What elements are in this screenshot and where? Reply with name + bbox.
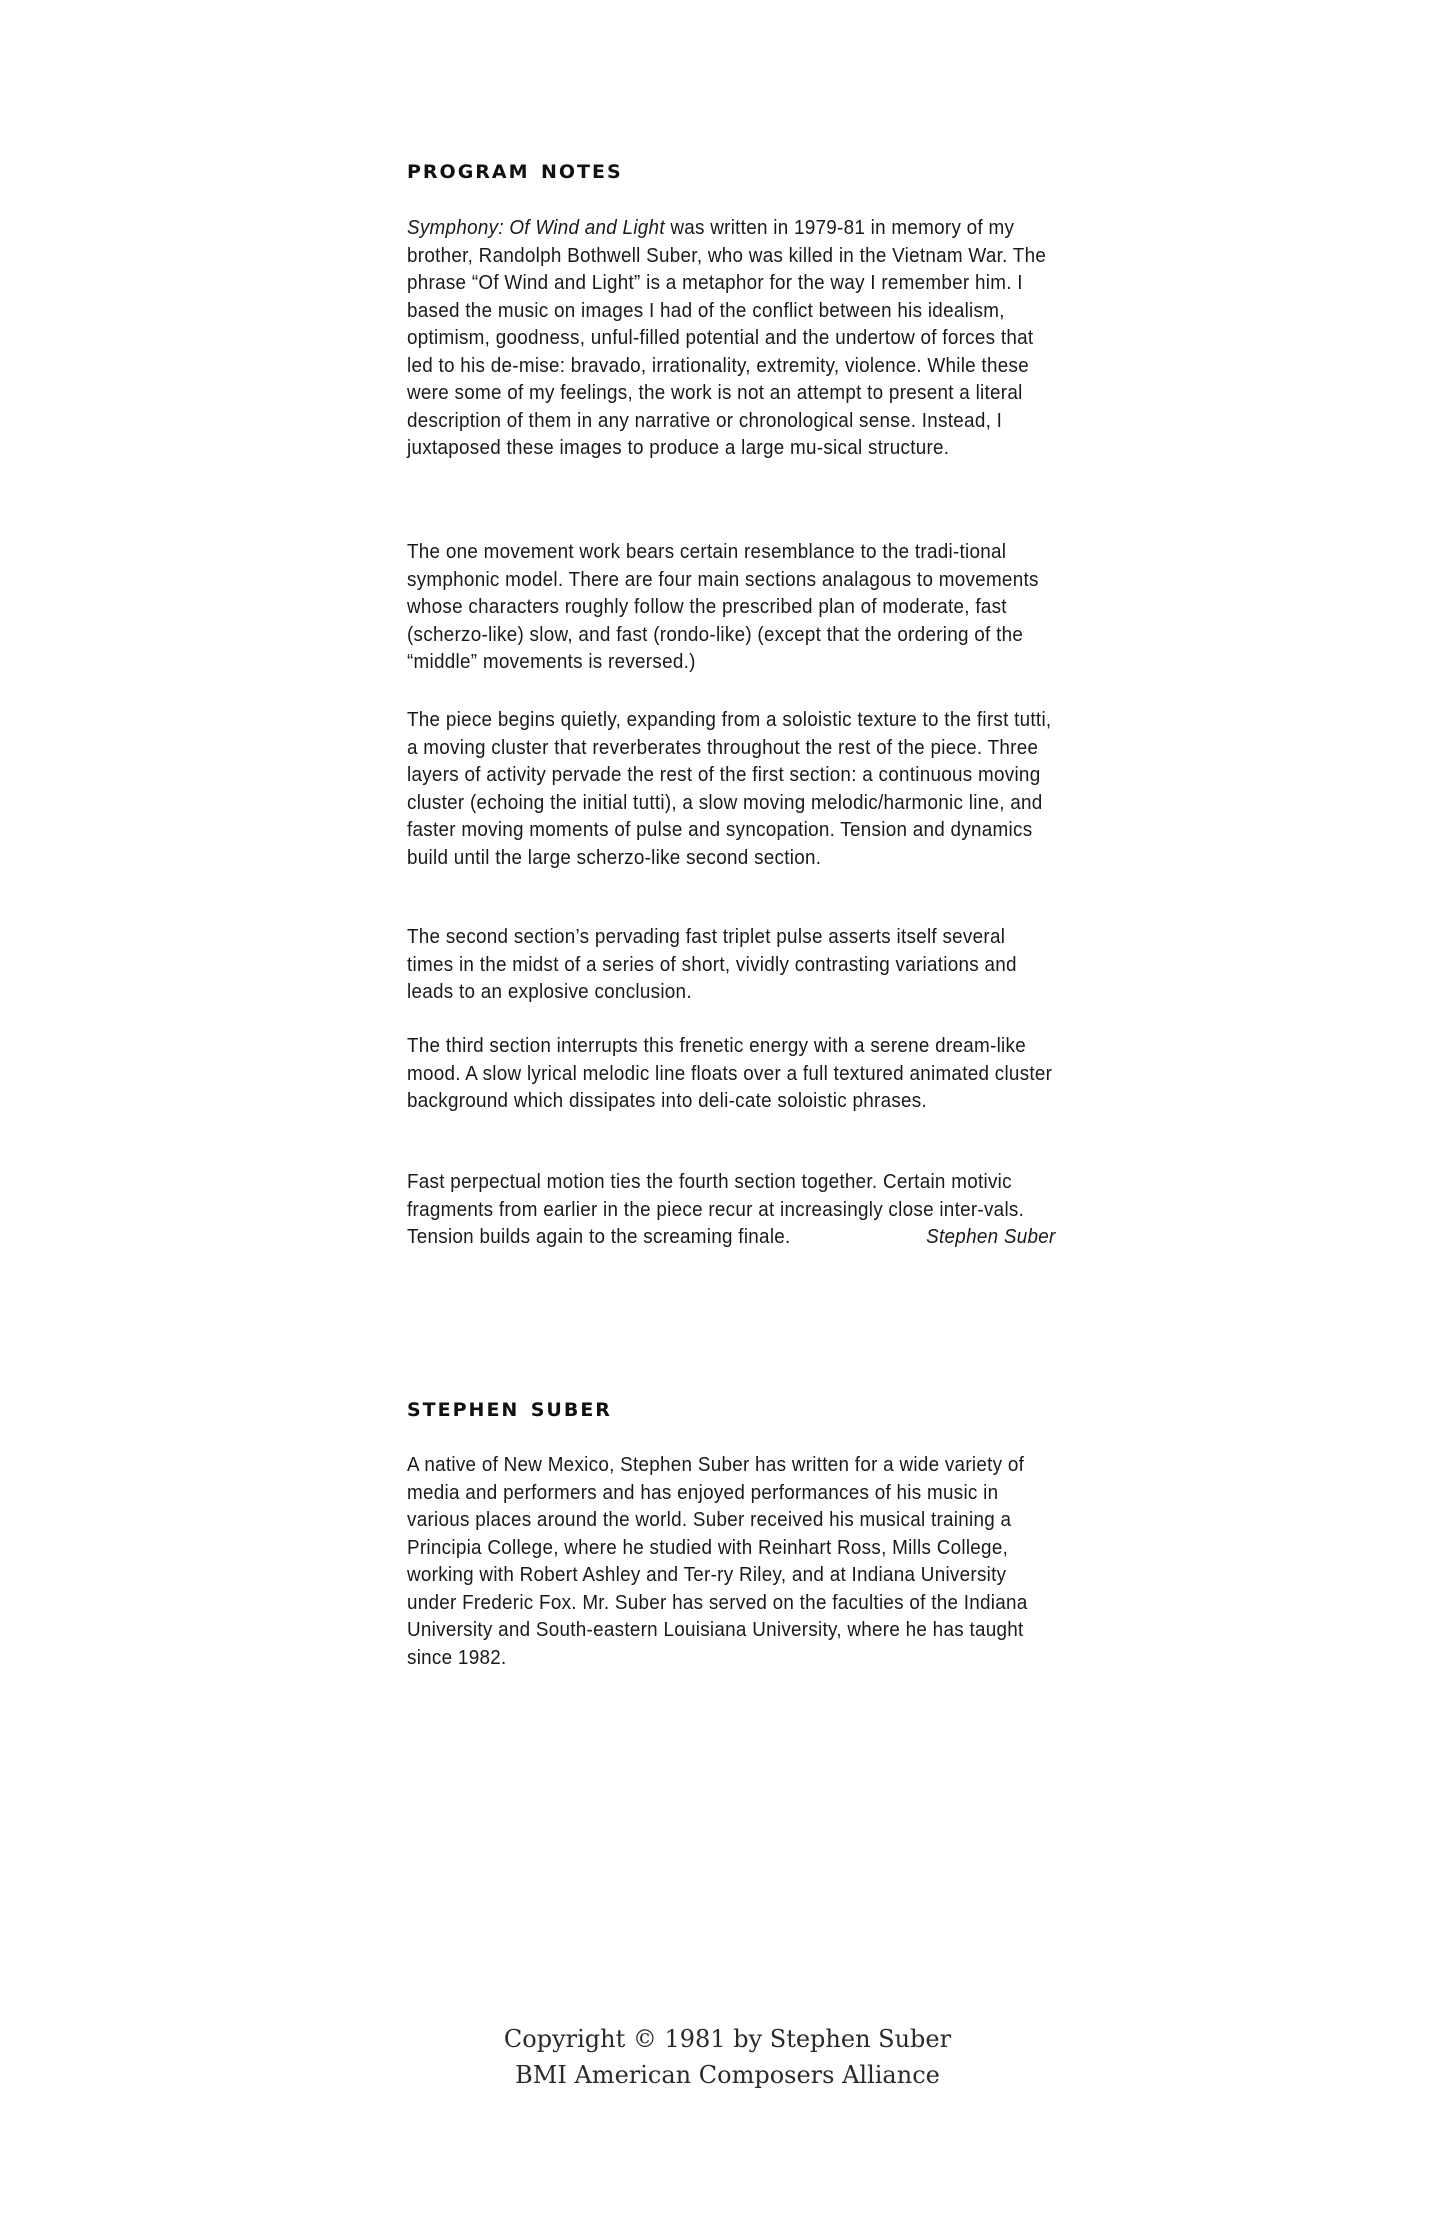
notes-paragraph-1-text: was written in 1979-81 in memory of my brother, Randolph Bothwell Suber, who was killed in the Vietnam War. The phrase “Of Wind and Light” is a metaphor for the way I remember him. I based the music on images I had of the conflict between his idealism, optimism, goodness, unful-filled potential and the undertow of forces that led to his de-mise: bravado, irrationality, extremity, violence. While these were some of my feelings, the work is not an attempt to present a literal description of them in any narrative or chronological sense. Instead, I juxtaposed these images to produce a large mu-sical structure. <box>407 216 1047 459</box>
copyright-line: Copyright © 1981 by Stephen Suber <box>503 2025 952 2053</box>
author-signature: Stephen Suber <box>926 1225 1056 1248</box>
program-notes-heading: program notes <box>407 154 623 185</box>
notes-paragraph-5: The third section interrupts this frenetic energy with a serene dream-like mood. A slow lyrical melodic line floats over a full textured animated cluster background which dissipates into deli-cate soloistic phrases. <box>407 1034 1053 1112</box>
notes-paragraph-4: The second section’s pervading fast triplet pulse asserts itself several times in the midst of a series of short, vividly contrasting variations and leads to an explosive conclusion. <box>407 925 1017 1003</box>
notes-paragraph-6 <box>407 1168 1056 1251</box>
notes-paragraph-6-text: Fast perpectual motion ties the fourth section together. Certain motivic fragments from earlier in the piece recur at increasingly close inter-vals. Tension builds again to the screaming finale. <box>407 1170 1025 1248</box>
copyright-footer <box>0 2021 1445 2093</box>
symphony-title: Symphony: Of Wind and Light <box>407 216 665 239</box>
notes-paragraph-1 <box>407 214 1056 462</box>
notes-paragraph-2: The one movement work bears certain resemblance to the tradi-tional symphonic model. There are four main sections analagous to movements whose characters roughly follow the prescribed plan of moderate, fast (scherzo-like) slow, and fast (rondo-like) (except that the ordering of the “middle” movements is reversed.) <box>407 540 1039 673</box>
notes-paragraph-3: The piece begins quietly, expanding from a soloistic texture to the first tutti, a moving cluster that reverberates throughout the rest of the piece. Three layers of activity pervade the rest of the first section: a continuous moving cluster (echoing the initial tutti), a slow moving melodic/harmonic line, and faster moving moments of pulse and syncopation. Tension and dynamics build until the large scherzo-like second section. <box>407 708 1052 869</box>
bio-paragraph: A native of New Mexico, Stephen Suber has written for a wide variety of media and performers and has enjoyed performances of his music in various places around the world. Suber received his musical training a Principia College, where he studied with Reinhart Ross, Mills College, working with Robert Ashley and Ter-ry Riley, and at Indiana University under Frederic Fox. Mr. Suber has served on the faculties of the Indiana University and South-eastern Louisiana University, where he has taught since 1982. <box>407 1453 1028 1669</box>
publisher-line: BMI American Composers Alliance <box>515 2061 940 2089</box>
bio-heading: stephen suber <box>407 1392 612 1423</box>
